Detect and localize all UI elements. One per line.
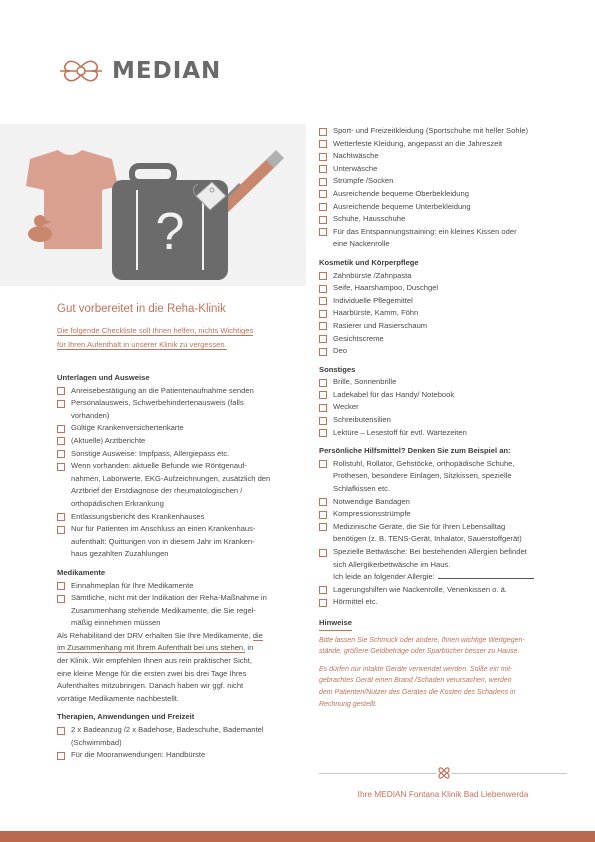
checkbox[interactable] xyxy=(319,379,327,387)
list-unterlagen xyxy=(57,385,293,561)
list-hilfsmittel xyxy=(319,458,567,609)
checklist-item[interactable]: Rollstuhl, Rollator, Gehstöcke, orthopädische Schuhe, Prothesen, besondere Einlagen, Sitzkissen, spezielle Schlafkissen etc. xyxy=(319,458,567,496)
allergy-field[interactable]: Ich leide an folgender Allergie: xyxy=(333,571,567,584)
list-kleidung xyxy=(319,125,567,251)
checkbox[interactable] xyxy=(319,310,327,318)
section-heading-sonstiges: Sonstiges xyxy=(319,364,356,374)
checkbox[interactable] xyxy=(57,526,65,534)
hinweise-text-2: Es dürfen nur intakte Geräte verwendet werden. Sollte ein mit- gebrachtes Gerät einen Brand /Schaden verursachen, werden dem Patienten/Nutzer des Gerätes die Kosten des Schadens in Rechnung gestellt. xyxy=(319,665,516,708)
checkbox[interactable] xyxy=(57,425,65,433)
checkbox[interactable] xyxy=(319,178,327,186)
section-heading-kosmetik: Kosmetik und Körperpflege xyxy=(319,257,419,267)
checkbox[interactable] xyxy=(319,216,327,224)
checklist-item[interactable]: Schuhe, Hausschuhe xyxy=(319,213,567,226)
checklist-item[interactable]: Unterwäsche xyxy=(319,163,567,176)
checkbox[interactable] xyxy=(319,322,327,330)
medication-paragraph: Als Rehabilitand der DRV erhalten Sie Ihre Medikamente, die im Zusammenhang mit Ihrem Aufenthalt bei uns stehen, in der Klinik. Wir empfehlen Ihnen aus rein praktischer Sicht, eine kleine Menge für die ersten zwei bis drei Tage Ihres Aufenthaltes mitzubringen. Danach haben wir ggf. nicht vorrätige Medikamente nachbestellt. xyxy=(57,630,263,703)
checklist-item[interactable]: Kompressionsstrümpfe xyxy=(319,508,567,521)
checklist-item[interactable]: Gültige Krankenversichertenkarte xyxy=(57,422,293,435)
checkbox[interactable] xyxy=(57,752,65,760)
section-heading-hilfsmittel: Persönliche Hilfsmittel? Denken Sie zum Beispiel an: xyxy=(319,446,511,456)
checklist-item[interactable]: Sämtliche, nicht mit der Indikation der Reha-Maßnahme in Zusammenhang stehende Medikamente, die Sie regel- mäßig einnehmen müssen xyxy=(57,592,293,630)
checkbox[interactable] xyxy=(319,203,327,211)
checklist-item[interactable]: 2 x Badeanzug /2 x Badehose, Badeschuhe, Bademantel (Schwimmbad) xyxy=(57,724,293,749)
checklist-item[interactable]: Nachtwäsche xyxy=(319,150,567,163)
checklist-item[interactable]: Sonstige Ausweise: Impfpass, Allergiepass etc. xyxy=(57,448,293,461)
checklist-item[interactable]: Für die Mooranwendungen: Handbürste xyxy=(57,749,293,762)
list-sonstiges xyxy=(319,376,567,439)
checklist-item[interactable]: Spezielle Bettwäsche: Bei bestehenden Allergien befindet sich Allergikerbettwäsche im Haus. Ich leide an folgender Allergie: xyxy=(319,546,567,584)
checklist-item[interactable]: Brille, Sonnenbrille xyxy=(319,376,567,389)
checkbox[interactable] xyxy=(319,140,327,148)
bottom-bar xyxy=(0,831,595,842)
checklist-item[interactable]: Ausreichende bequeme Oberbekleidung xyxy=(319,188,567,201)
checklist-item[interactable]: Rasierer und Rasierschaum xyxy=(319,320,567,333)
left-column xyxy=(57,301,293,762)
checklist-item[interactable]: Haarbürste, Kamm, Föhn xyxy=(319,307,567,320)
section-heading-unterlagen: Unterlagen und Ausweise xyxy=(57,373,150,382)
ornament-icon xyxy=(436,765,452,781)
checkbox[interactable] xyxy=(319,190,327,198)
checklist-item[interactable]: Nur für Patienten im Anschluss an einen Krankenhaus- aufenthalt: Quittungen von in diesem Jahr im Kranken- haus gezahlten Zuzahlungen xyxy=(57,523,293,561)
section-heading-medikamente: Medikamente xyxy=(57,567,106,577)
checkbox[interactable] xyxy=(319,272,327,280)
checkbox[interactable] xyxy=(57,437,65,445)
checkbox[interactable] xyxy=(57,400,65,408)
checklist-item[interactable]: Sport- und Freizeitkleidung (Sportschuhe mit heller Sohle) xyxy=(319,125,567,138)
checkbox[interactable] xyxy=(319,285,327,293)
checklist-item[interactable]: Wecker xyxy=(319,401,567,414)
checkbox[interactable] xyxy=(319,429,327,437)
checkbox[interactable] xyxy=(319,297,327,305)
checkbox[interactable] xyxy=(319,599,327,607)
checkbox[interactable] xyxy=(57,513,65,521)
checklist-item[interactable]: Zahnbürste /Zahnpasta xyxy=(319,270,567,283)
checklist-item[interactable]: Deo xyxy=(319,345,567,358)
page-title: Gut vorbereitet in die Reha-Klinik xyxy=(57,303,226,315)
checkbox[interactable] xyxy=(319,228,327,236)
hero-illustration xyxy=(0,124,306,286)
hinweise-heading: Hinweise xyxy=(319,617,352,631)
footer-clinic-name: Ihre MEDIAN Fontana Klinik Bad Liebenwerda xyxy=(357,789,529,799)
checklist-item[interactable]: Anreisebestätigung an die Patientenaufnahme senden xyxy=(57,385,293,398)
checkbox[interactable] xyxy=(319,549,327,557)
checkbox[interactable] xyxy=(57,387,65,395)
svg-text:?: ? xyxy=(155,203,185,261)
checkbox[interactable] xyxy=(319,404,327,412)
checklist-item[interactable]: Wenn vorhanden: aktuelle Befunde wie Röntgenauf- nahmen, Laborwerte, EKG-Aufzeichnungen, zusätzlich den Arztbrief der Erstdiagnose der rheumatologischen / orthopädischen Erkrankung xyxy=(57,460,293,510)
checklist-item[interactable]: Lektüre – Lesestoff für evtl. Wartezeiten xyxy=(319,427,567,440)
list-medikamente xyxy=(57,580,293,630)
checklist-item[interactable]: Wetterfeste Kleidung, angepasst an die Jahreszeit xyxy=(319,138,567,151)
allergy-input-line[interactable] xyxy=(438,578,534,579)
checkbox[interactable] xyxy=(57,727,65,735)
checklist-item[interactable]: Strümpfe /Socken xyxy=(319,175,567,188)
checkbox[interactable] xyxy=(319,460,327,468)
checkbox[interactable] xyxy=(319,417,327,425)
right-column xyxy=(319,125,567,710)
checklist-item[interactable]: Einnahmeplan für Ihre Medikamente xyxy=(57,580,293,593)
checklist-item[interactable]: Gesichtscreme xyxy=(319,333,567,346)
checklist-item[interactable]: Schreibutensilien xyxy=(319,414,567,427)
checklist-item[interactable]: Ladekabel für das Handy/ Notebook xyxy=(319,389,567,402)
checkbox[interactable] xyxy=(57,595,65,603)
checkbox[interactable] xyxy=(57,463,65,471)
checklist-item[interactable]: Medizinische Geräte, die Sie für Ihren Lebensalltag benötigen (z. B. TENS-Gerät, Inhalator, Sauerstoffgerät) xyxy=(319,521,567,546)
median-logo xyxy=(56,52,221,90)
checklist-item[interactable]: Entlassungsbericht des Krankenhauses xyxy=(57,511,293,524)
checkbox[interactable] xyxy=(319,165,327,173)
section-heading-therapien: Therapien, Anwendungen und Freizeit xyxy=(57,712,195,722)
checkbox[interactable] xyxy=(319,498,327,506)
checklist-item[interactable]: Hörmittel etc. xyxy=(319,596,567,609)
hinweise-text-1: Bitte lassen Sie Schmuck oder andere, Ihnen wichtige Wertgegen- stände, größere Geldbeträge oder Sparbücher besser zu Hause. xyxy=(319,636,525,656)
brand-name: MEDIAN xyxy=(112,58,222,84)
checkbox[interactable] xyxy=(319,335,327,343)
checkbox[interactable] xyxy=(319,153,327,161)
checkbox[interactable] xyxy=(319,586,327,594)
checklist-item[interactable]: (Aktuelle) Arztberichte xyxy=(57,435,293,448)
checklist-item[interactable]: Seife, Haarshampoo, Duschgel xyxy=(319,282,567,295)
checkbox[interactable] xyxy=(319,348,327,356)
checklist-item[interactable]: Für das Entspannungstraining: ein kleines Kissen oder eine Nackenrolle xyxy=(319,226,567,251)
list-therapien xyxy=(57,724,293,762)
checkbox[interactable] xyxy=(57,582,65,590)
checklist-item[interactable]: Individuelle Pflegemittel xyxy=(319,295,567,308)
intro-text: Die folgende Checkliste soll Ihnen helfen, nichts Wichtiges für Ihren Aufenthalt in unserer Klinik zu vergessen. xyxy=(57,326,254,349)
checklist-item[interactable]: Ausreichende bequeme Unterbekleidung xyxy=(319,201,567,214)
checklist-item[interactable]: Notwendige Bandagen xyxy=(319,496,567,509)
checkbox[interactable] xyxy=(319,523,327,531)
checklist-item[interactable]: Personalausweis, Schwerbehindertenausweis (falls vorhanden) xyxy=(57,397,293,422)
checkbox[interactable] xyxy=(319,128,327,136)
checkbox[interactable] xyxy=(319,391,327,399)
median-logo-icon xyxy=(56,52,106,90)
checklist-item[interactable]: Lagerungshilfen wie Nackenrolle, Venenkissen o. ä. xyxy=(319,584,567,597)
checkbox[interactable] xyxy=(319,511,327,519)
list-kosmetik xyxy=(319,270,567,358)
checkbox[interactable] xyxy=(57,450,65,458)
